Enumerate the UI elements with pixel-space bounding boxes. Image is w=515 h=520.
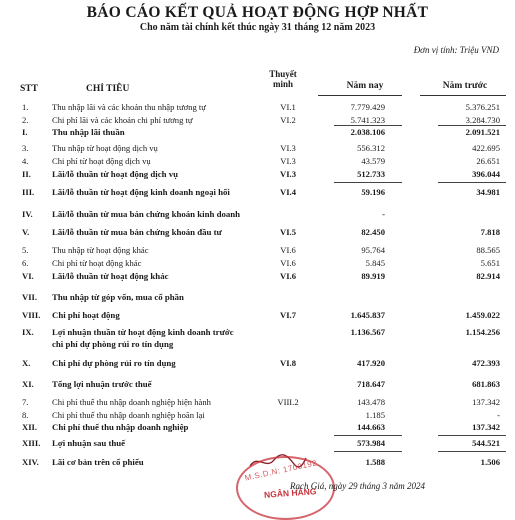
row-stt: 2. <box>22 115 29 125</box>
row-current-year: 718.647 <box>357 379 385 389</box>
row-current-year: 59.196 <box>361 187 385 197</box>
row-note: VI.6 <box>280 245 296 255</box>
row-previous-year: 137.342 <box>472 422 500 432</box>
row-stt: XIII. <box>22 438 41 448</box>
subtotal-rule <box>334 125 402 126</box>
row-note: VI.8 <box>280 358 296 368</box>
row-previous-year: 34.981 <box>476 187 500 197</box>
row-note: VI.7 <box>280 310 296 320</box>
header-stt: STT <box>20 84 38 94</box>
row-stt: XI. <box>22 379 34 389</box>
row-previous-year: 422.695 <box>472 143 500 153</box>
row-label: Lãi/lỗ thuần từ mua bán chứng khoán kinh doanh <box>52 209 241 219</box>
row-current-year: 556.312 <box>357 143 385 153</box>
row-current-year: 1.645.837 <box>350 310 385 320</box>
row-previous-year: 1.506 <box>480 457 500 467</box>
row-current-year: 1.136.567 <box>350 327 385 337</box>
header-thuyet-minh-line2: minh <box>272 79 293 89</box>
row-previous-year: 2.091.521 <box>465 127 500 137</box>
row-note: VI.6 <box>280 271 296 281</box>
row-current-year: 2.038.106 <box>350 127 385 137</box>
row-previous-year: 544.521 <box>472 438 500 448</box>
row-previous-year: 1.459.022 <box>465 310 500 320</box>
row-label: Chi phí từ hoạt động khác <box>52 258 142 268</box>
row-current-year: 143.478 <box>357 397 385 407</box>
row-stt: 3. <box>22 143 29 153</box>
row-current-year: 1.185 <box>365 410 385 420</box>
row-current-year: 573.984 <box>357 438 385 448</box>
place-date: Rạch Giá, ngày 29 tháng 3 năm 2024 <box>290 481 425 491</box>
row-current-year: 144.663 <box>357 422 385 432</box>
row-previous-year: 88.565 <box>476 245 500 255</box>
row-stt: IV. <box>22 209 33 219</box>
row-current-year: 1.588 <box>365 457 385 467</box>
row-current-year: 95.764 <box>361 245 385 255</box>
row-label: Chi phí lãi và các khoản chi phí tương tự <box>52 115 193 125</box>
row-label: Thu nhập từ hoạt động khác <box>52 245 149 255</box>
row-current-year: 7.779.429 <box>350 102 385 112</box>
row-label: Chi phí thuế thu nhập doanh nghiệp hoãn lại <box>52 410 205 420</box>
stamp-ring-text: M.S.D.N: 1700192 <box>243 458 318 483</box>
header-thuyet-minh <box>262 69 304 89</box>
row-label: Thu nhập lãi thuần <box>52 127 125 137</box>
row-stt: V. <box>22 227 30 237</box>
stamp-bank-text: NGÂN HÀNG <box>263 486 317 500</box>
row-current-year: 43.579 <box>361 156 385 166</box>
row-previous-year: 5.651 <box>480 258 500 268</box>
row-stt: 4. <box>22 156 29 166</box>
row-note: VI.2 <box>280 115 296 125</box>
row-previous-year: 1.154.256 <box>465 327 500 337</box>
row-label: Chi phí dự phòng rủi ro tín dụng <box>52 358 176 368</box>
row-stt: VII. <box>22 292 38 302</box>
row-note: VI.5 <box>280 227 296 237</box>
row-note: VI.3 <box>280 169 296 179</box>
row-stt: 6. <box>22 258 29 268</box>
header-nam-nay: Năm nay <box>346 81 384 91</box>
row-stt: XII. <box>22 422 38 432</box>
header-underline-prev <box>420 95 506 96</box>
row-label: Lợi nhuận thuần từ hoạt động kinh doanh trước <box>52 327 234 337</box>
row-previous-year: 82.914 <box>476 271 500 281</box>
row-label: Thu nhập từ góp vốn, mua cổ phần <box>52 292 184 302</box>
row-stt: VI. <box>22 271 34 281</box>
row-label: Lãi/lỗ thuần từ hoạt động khác <box>52 271 169 281</box>
row-previous-year: - <box>497 410 500 420</box>
row-previous-year: 137.342 <box>472 397 500 407</box>
subtotal-rule <box>438 435 506 436</box>
row-current-year: 89.919 <box>361 271 385 281</box>
row-stt: XIV. <box>22 457 39 467</box>
row-previous-year: 472.393 <box>472 358 500 368</box>
row-previous-year: 26.651 <box>476 156 500 166</box>
report-subtitle: Cho năm tài chính kết thúc ngày 31 tháng 12 năm 2023 <box>139 22 376 33</box>
row-label: Lãi/lỗ thuần từ mua bán chứng khoán đầu tư <box>52 227 222 237</box>
row-stt: I. <box>22 127 28 137</box>
row-note: VI.3 <box>280 143 296 153</box>
subtotal-rule <box>334 435 402 436</box>
row-label: Lãi cơ bản trên cổ phiếu <box>52 457 144 467</box>
row-previous-year: 5.376.251 <box>465 102 500 112</box>
row-note: VI.3 <box>280 156 296 166</box>
row-current-year: 82.450 <box>361 227 385 237</box>
row-label: Chi phí hoạt động <box>52 310 120 320</box>
row-label: Thu nhập lãi và các khoản thu nhập tương tự <box>52 102 206 112</box>
subtotal-rule <box>438 125 506 126</box>
subtotal-rule <box>334 451 402 452</box>
currency-unit: Đơn vị tính: Triệu VND <box>413 45 499 55</box>
row-label: Lãi/lỗ thuần từ hoạt động kinh doanh ngoại hối <box>52 187 230 197</box>
row-current-year: - <box>382 209 385 219</box>
report-title: BÁO CÁO KẾT QUẢ HOẠT ĐỘNG HỢP NHẤT <box>86 4 429 21</box>
row-stt: 1. <box>22 102 29 112</box>
row-label-continued: chi phí dự phòng rủi ro tín dụng <box>52 339 174 349</box>
row-current-year: 512.733 <box>357 169 385 179</box>
row-stt: III. <box>22 187 35 197</box>
row-current-year: 417.920 <box>357 358 385 368</box>
row-stt: 8. <box>22 410 29 420</box>
row-label: Lãi/lỗ thuần từ hoạt động dịch vụ <box>52 169 179 179</box>
row-previous-year: 681.863 <box>472 379 500 389</box>
header-underline-cur <box>318 95 402 96</box>
row-current-year: 5.845 <box>365 258 385 268</box>
row-previous-year: 396.044 <box>472 169 500 179</box>
row-label: Tổng lợi nhuận trước thuế <box>52 379 152 389</box>
row-current-year: 5.741.323 <box>350 115 385 125</box>
row-previous-year: 7.818 <box>480 227 500 237</box>
subtotal-rule <box>438 182 506 183</box>
row-label: Chi phí từ hoạt động dịch vụ <box>52 156 151 166</box>
row-stt: VIII. <box>22 310 41 320</box>
row-note: VI.4 <box>280 187 296 197</box>
row-stt: X. <box>22 358 31 368</box>
row-note: VIII.2 <box>277 397 299 407</box>
row-label: Lợi nhuận sau thuế <box>52 438 126 448</box>
row-stt: 7. <box>22 397 29 407</box>
row-note: VI.1 <box>280 102 296 112</box>
row-stt: 5. <box>22 245 29 255</box>
row-label: Thu nhập từ hoạt động dịch vụ <box>52 143 158 153</box>
subtotal-rule <box>438 451 506 452</box>
header-thuyet-minh-line1: Thuyết <box>269 69 297 79</box>
row-stt: II. <box>22 169 31 179</box>
row-label: Chi phí thuế thu nhập doanh nghiệp <box>52 422 189 432</box>
row-previous-year: 3.284.730 <box>465 115 500 125</box>
row-note: VI.6 <box>280 258 296 268</box>
header-nam-truoc: Năm trước <box>442 81 488 91</box>
header-chi-tieu: CHỈ TIÊU <box>86 84 130 94</box>
subtotal-rule <box>334 182 402 183</box>
row-label: Chi phí thuế thu nhập doanh nghiệp hiện hành <box>52 397 211 407</box>
row-stt: IX. <box>22 327 34 337</box>
